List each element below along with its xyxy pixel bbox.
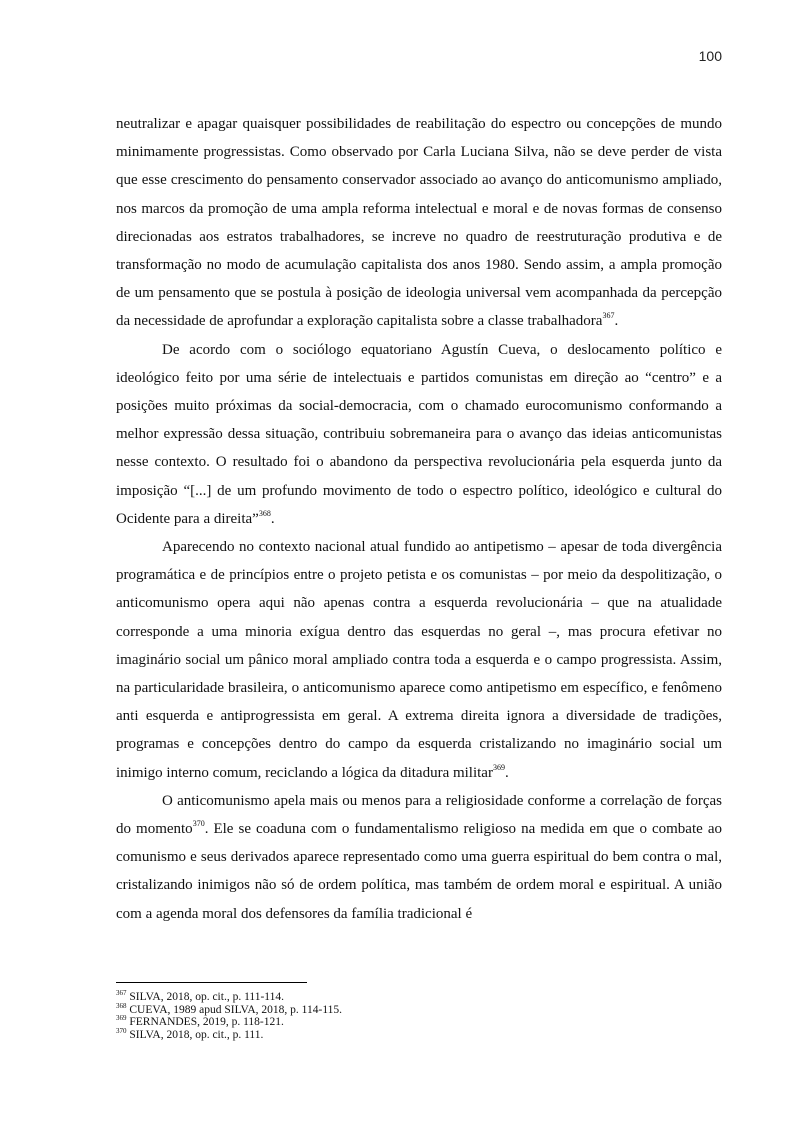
paragraph-2 (116, 336, 722, 533)
footnote-ref-368: 368 (258, 508, 271, 518)
footnote-367 (116, 991, 722, 1004)
footnote-text: SILVA, 2018, op. cit., p. 111. (126, 1028, 264, 1041)
footnote-number: 370 (116, 1026, 127, 1035)
page-number: 100 (698, 48, 722, 64)
paragraph-text: O anticomunismo apela mais ou menos para a religiosidade conforme a correlação de forças do momento (116, 792, 722, 838)
footnote-ref-370: 370 (192, 819, 205, 829)
paragraph-text: neutralizar e apagar quaisquer possibilidades de reabilitação do espectro ou concepções de mundo minimamente progressistas. Como observado por Carla Luciana Silva, não se deve perder de vista que esse crescimento do pensamento conservador associado ao avanço do anticomunismo ampliado, nos marcos da promoção de uma ampla reforma intelectual e moral e de novas formas de consenso direcionadas aos estratos trabalhadores, se increve no quadro de reestruturação produtiva e de transformação no modo de acumulação capitalista dos anos 1980. Sendo assim, a ampla promoção de um pensamento que se postula à posição de ideologia universal vem acompanhada da percepção da necessidade de aprofundar a exploração capitalista sobre a classe trabalhadora (116, 116, 722, 330)
paragraph-3 (116, 533, 722, 787)
paragraph-tail: . (614, 313, 619, 330)
footnote-ref-369: 369 (492, 762, 505, 772)
footnote-text: FERNANDES, 2019, p. 118-121. (126, 1016, 284, 1028)
footnote-368 (116, 1001, 722, 1017)
footnote-ref-367: 367 (602, 311, 615, 321)
footnotes (116, 991, 722, 1041)
footnote-number: 367 (116, 989, 127, 998)
footnote-number: 369 (116, 1014, 127, 1023)
footnote-370 (116, 1026, 722, 1042)
paragraph-tail: . (270, 510, 275, 527)
paragraph-4 (116, 787, 722, 928)
footnote-text: CUEVA, 1989 apud SILVA, 2018, p. 114-115. (126, 1003, 343, 1016)
paragraph-1 (116, 110, 722, 336)
footnote-number: 368 (116, 1001, 127, 1010)
paragraph-text: Aparecendo no contexto nacional atual fundido ao antipetismo – apesar de toda divergência programática e de princípios entre o projeto petista e os comunistas – por meio da despolitização, o anticomunismo opera aqui não apenas contra a esquerda revolucionária – que na atualidade corresponde a uma minoria exígua dentro das esquerdas no geral –, mas procura efetivar no imaginário social um pânico moral ampliado contra toda a esquerda e o campo progressista. Assim, na particularidade brasileira, o anticomunismo aparece como antipetismo em específico, e fenômeno anti esquerda e antiprogressista em geral. A extrema direita ignora a diversidade de tradições, programas e concepções dentro do campo da esquerda cristalizando no imaginário social um inimigo interno comum, reciclando a lógica da ditadura militar (116, 539, 722, 781)
paragraph-text: De acordo com o sociólogo equatoriano Agustín Cueva, o deslocamento político e ideológico feito por uma série de intelectuais e partidos comunistas em direção ao “centro” e a posições muito próximas da social-democracia, com o chamado eurocomunismo conformando a melhor expressão dessa situação, contribuiu sobremaneira para o avanço das ideias anticomunistas nesse contexto. O resultado foi o abandono da perspectiva revolucionária pela esquerda junto da imposição “[...] de um profundo movimento de todo o espectro político, ideológico e cultural do Ocidente para a direita” (116, 341, 722, 527)
paragraph-tail: . Ele se coaduna com o fundamentalismo religioso na medida em que o combate ao comunismo e seus derivados aparece representado como uma guerra espiritual do bem contra o mal, cristalizando inimigos não só de ordem política, mas também de ordem moral e espiritual. A união com a agenda moral dos defensores da família tradicional é (116, 821, 722, 922)
body-text (116, 110, 722, 928)
paragraph-tail: . (504, 764, 509, 781)
footnote-separator (116, 982, 307, 983)
footnote-text: SILVA, 2018, op. cit., p. 111-114. (126, 991, 284, 1003)
footnote-369 (116, 1016, 722, 1029)
